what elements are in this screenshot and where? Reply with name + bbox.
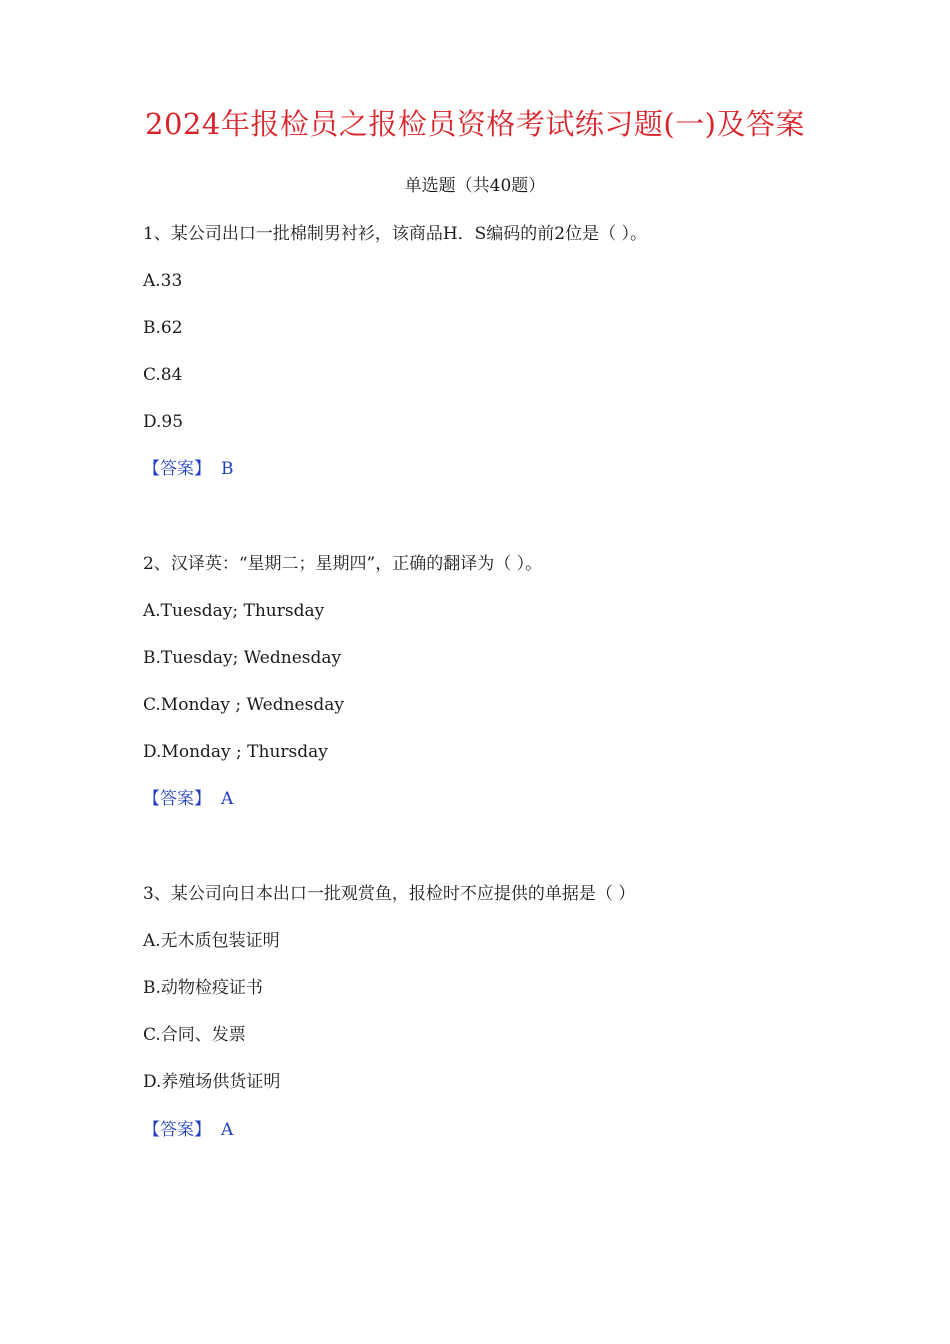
answer-label: 【答案】 bbox=[143, 1120, 211, 1140]
question-3-option-b: B.动物检疫证书 bbox=[143, 978, 263, 998]
question-1-option-b: B.62 bbox=[143, 318, 183, 338]
answer-label: 【答案】 bbox=[143, 789, 211, 809]
question-1-answer bbox=[143, 457, 234, 481]
answer-value: B bbox=[221, 459, 234, 479]
question-1-stem: 1、某公司出口一批棉制男衬衫，该商品H．S编码的前2位是（ ）。 bbox=[143, 224, 648, 244]
question-3-option-c: C.合同、发票 bbox=[143, 1025, 246, 1045]
question-2-option-a: A.Tuesday; Thursday bbox=[143, 601, 325, 621]
question-1-option-d: D.95 bbox=[143, 412, 184, 432]
question-2-stem: 2、汉译英：“星期二；星期四”，正确的翻译为（ ）。 bbox=[143, 554, 543, 574]
question-1-option-a: A.33 bbox=[143, 271, 183, 291]
question-3-stem: 3、某公司向日本出口一批观赏鱼，报检时不应提供的单据是（ ） bbox=[143, 884, 636, 904]
question-1-option-c: C.84 bbox=[143, 365, 183, 385]
answer-label: 【答案】 bbox=[143, 459, 211, 479]
question-2-option-d: D.Monday ; Thursday bbox=[143, 742, 328, 762]
question-2-option-b: B.Tuesday; Wednesday bbox=[143, 648, 342, 668]
question-2-option-c: C.Monday ; Wednesday bbox=[143, 695, 344, 715]
question-3-option-d: D.养殖场供货证明 bbox=[143, 1072, 281, 1092]
document-title: 2024年报检员之报检员资格考试练习题(一)及答案 bbox=[145, 107, 805, 141]
question-2-answer bbox=[143, 787, 233, 811]
answer-value: A bbox=[221, 1120, 234, 1140]
question-3-option-a: A.无木质包装证明 bbox=[143, 931, 280, 951]
section-heading: 单选题（共40题） bbox=[404, 176, 546, 196]
question-3-answer bbox=[143, 1118, 233, 1142]
answer-value: A bbox=[221, 789, 234, 809]
